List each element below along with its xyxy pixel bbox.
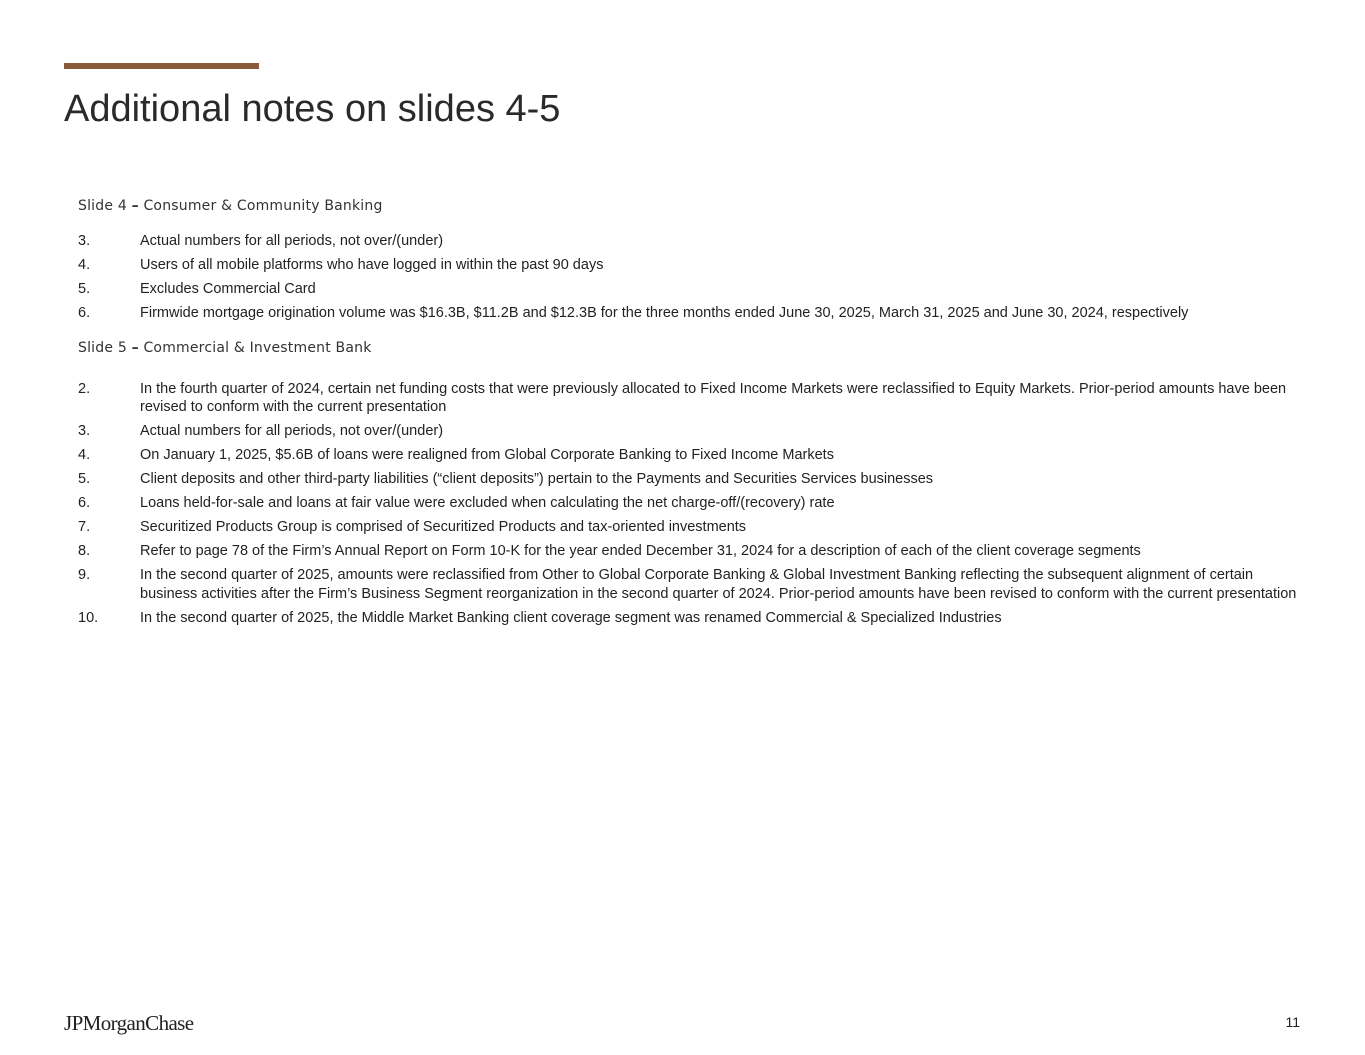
note-item: [78, 470, 1298, 489]
note-item: [78, 566, 1298, 603]
note-text: In the fourth quarter of 2024, certain net funding costs that were previously allocated to Fixed Income Markets were reclassified to Equity Markets. Prior-period amounts have been revised to conform with the current presentation: [140, 380, 1287, 415]
section-dash: –: [131, 198, 139, 214]
jpmorganchase-logo: JPMorganChase: [64, 1011, 194, 1035]
note-item: [78, 280, 1298, 299]
note-item: [78, 380, 1298, 417]
section-heading-slide-5: [78, 338, 1298, 358]
note-number: 10.: [78, 609, 99, 626]
note-number: 7.: [78, 519, 91, 535]
note-text: Users of all mobile platforms who have logged in within the past 90 days: [140, 257, 604, 273]
notes-list-slide-4: [78, 232, 1298, 323]
note-text: In the second quarter of 2025, the Middle Market Banking client coverage segment was renamed Commercial & Specialized Industries: [140, 609, 1002, 626]
section-name: Consumer & Community Banking: [143, 198, 383, 214]
note-item: [78, 609, 1298, 628]
note-text: In the second quarter of 2025, amounts were reclassified from Other to Global Corporate Banking & Global Investment Banking reflecting the subsequent alignment of certain business activities after the Firm’s Business Segment reorganization in the second quarter of 2024. Prior-period amounts have been revised to conform with the current presentation: [140, 567, 1297, 602]
section-slide-label: Slide 4: [78, 198, 127, 214]
section-slide-label: Slide 5: [78, 339, 127, 356]
note-text: Refer to page 78 of the Firm’s Annual Report on Form 10-K for the year ended December 31, 2024 for a description of each of the client coverage segments: [140, 543, 1141, 559]
note-number: 4.: [78, 447, 91, 463]
page-title: Additional notes on slides 4-5: [64, 88, 561, 130]
note-item: [78, 446, 1298, 465]
note-number: 8.: [78, 543, 91, 559]
note-number: 4.: [78, 257, 91, 273]
note-number: 5.: [78, 471, 91, 487]
note-text: Loans held-for-sale and loans at fair value were excluded when calculating the net charge-off/(recovery) rate: [140, 495, 835, 511]
note-item: [78, 422, 1298, 441]
note-text: Actual numbers for all periods, not over/(under): [140, 423, 444, 439]
note-item: [78, 232, 1298, 251]
note-number: 9.: [78, 567, 91, 583]
note-number: 6.: [78, 305, 91, 321]
note-item: [78, 518, 1298, 537]
note-text: Firmwide mortgage origination volume was $16.3B, $11.2B and $12.3B for the three months ended June 30, 2025, March 31, 2025 and June 30, 2024, respectively: [140, 305, 1189, 321]
note-text: Client deposits and other third-party liabilities (“client deposits”) pertain to the Payments and Securities Services businesses: [140, 471, 934, 487]
note-item: [78, 256, 1298, 275]
note-number: 5.: [78, 281, 91, 297]
note-item: [78, 542, 1298, 561]
notes-body: [78, 196, 1298, 633]
note-number: 3.: [78, 233, 91, 249]
note-item: [78, 494, 1298, 513]
note-number: 6.: [78, 495, 91, 511]
note-number: 2.: [78, 380, 91, 397]
note-text: Actual numbers for all periods, not over/(under): [140, 233, 444, 249]
section-heading-slide-4: [78, 196, 1298, 216]
section-name: Commercial & Investment Bank: [143, 339, 372, 356]
note-number: 3.: [78, 423, 91, 439]
notes-list-slide-5: [78, 380, 1298, 628]
note-text: Securitized Products Group is comprised of Securitized Products and tax-oriented investments: [140, 519, 747, 535]
section-dash: –: [131, 339, 139, 356]
page-number: 11: [1285, 1014, 1300, 1030]
note-text: Excludes Commercial Card: [140, 281, 316, 297]
note-item: [78, 304, 1298, 323]
note-text: On January 1, 2025, $5.6B of loans were realigned from Global Corporate Banking to Fixed Income Markets: [140, 447, 834, 463]
title-accent-bar: [64, 63, 259, 69]
